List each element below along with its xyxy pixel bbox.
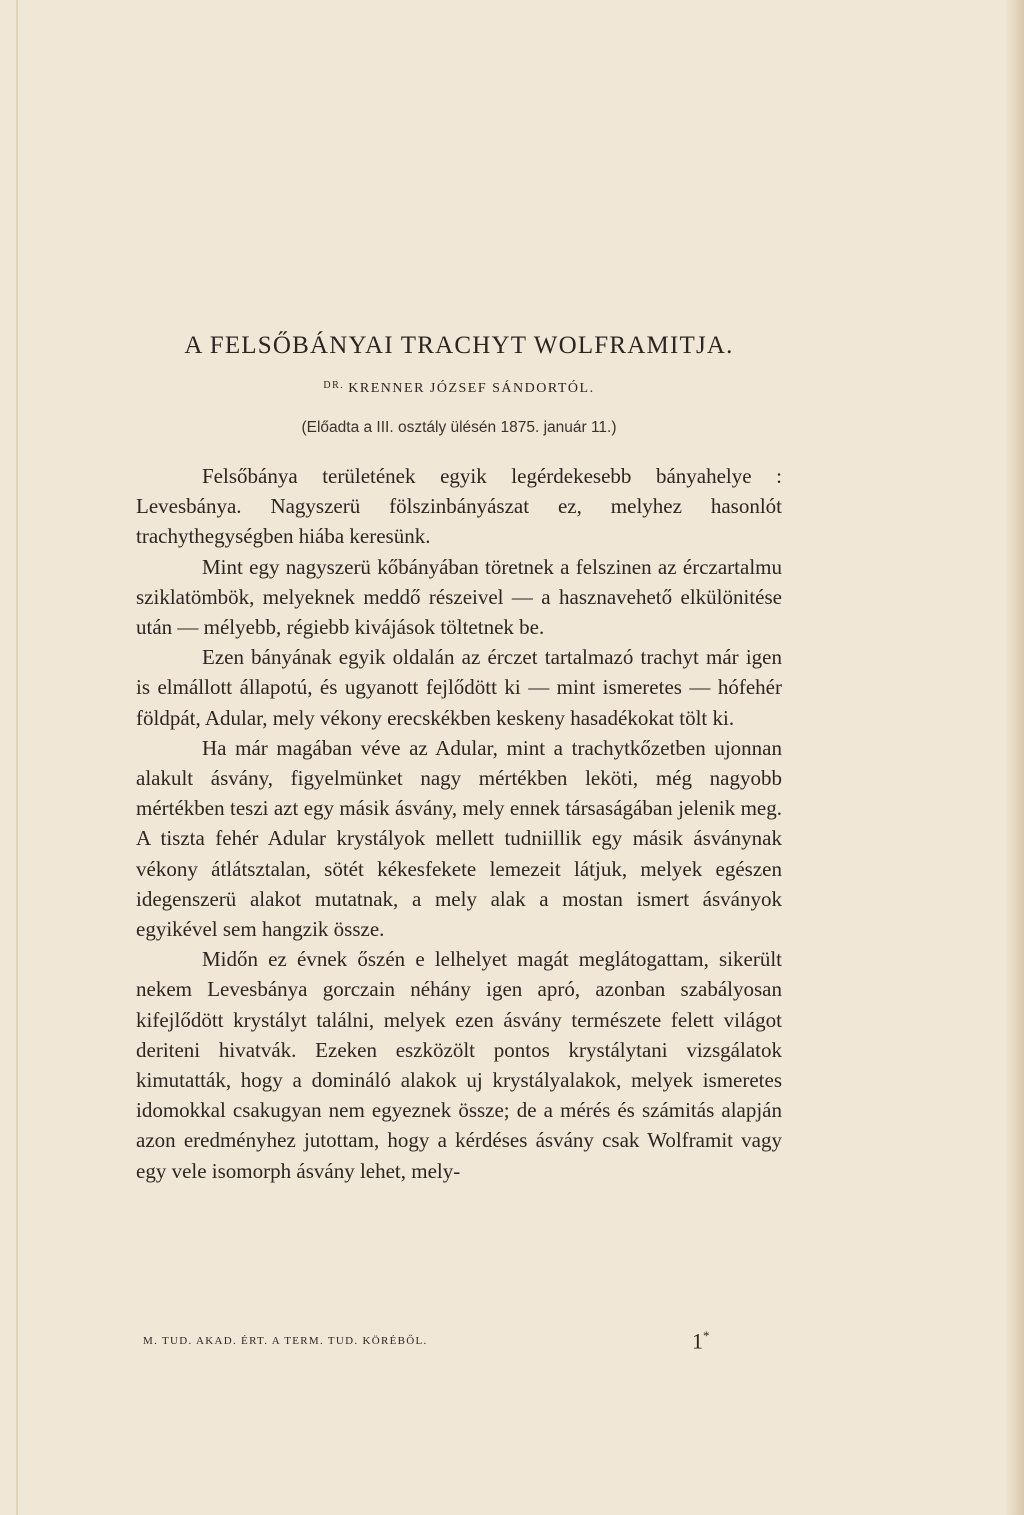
article-title: A FELSŐBÁNYAI TRACHYT WOLFRAMITJA.	[184, 332, 734, 359]
author-prefix: DR.	[323, 380, 345, 391]
page-footer: M. TUD. AKAD. ÉRT. A TERM. TUD. KÖRÉBŐL.	[143, 1335, 428, 1347]
paragraph: Mint egy nagyszerü kőbányában töretnek a felszinen az érczartalmu sziklatömbök, melyeknek meddő részeivel — a hasznavehető elkülönitése után — mélyebb, régiebb kivájások töltetnek be.	[136, 554, 782, 640]
paragraph: Midőn ez évnek őszén e lelhelyet magát meglátogattam, sikerült nekem Levesbánya gorczain néhány igen apró, azonban szabályosan kifejlődött krystályt találni, melyek ezen ásvány természete felett világot deriteni hivatvák. Ezeken eszközölt pontos krystálytani vizsgálatok kimutatták, hogy a domináló alakok uj krystályalakok, melyek ismeretes idomokkal csakugyan nem egyeznek össze; de a mérés és számitás alapján azon eredményhez jutottam, hogy a kérdéses ásvány csak Wolframit vagy egy vele isomorph ásvány lehet, mely-	[136, 947, 782, 1183]
page-edge-right-shadow	[1006, 0, 1024, 1515]
paragraph: Ha már magában véve az Adular, mint a trachytkőzetben ujonnan alakult ásvány, figyelmünket nagy mértékben leköti, még nagyobb mértékben teszi azt egy másik ásvány, mely ennek társaságában jelenik meg. A tiszta fehér Adular krystályok mellett tudniillik egy másik ásványnak vékony átlátsztalan, sötét kékesfekete lemezeit látjuk, melyek egészen idegenszerü alakot mutatnak, a mely alak a mostan ismert ásványok egyikével sem hangzik össze.	[136, 735, 782, 942]
author-name: KRENNER JÓZSEF SÁNDORTÓL.	[348, 381, 595, 396]
paragraph: Felsőbánya területének egyik legérdekesebb bányahelye : Levesbánya. Nagyszerü fölszinbányászat ez, melyhez hasonlót trachythegységben hiába keresünk.	[136, 464, 782, 549]
article	[136, 332, 782, 1186]
paragraph: Ezen bányának egyik oldalán az érczet tartalmazó trachyt már igen is elmállott állapotú, és ugyanott fejlődött ki — mint ismeretes — hófehér földpát, Adular, mely vékony erecskékben keskeny hasadékokat tölt ki.	[136, 645, 782, 730]
author-line	[136, 380, 782, 397]
signature-asterisk: *	[703, 1328, 710, 1343]
signature-number: 1	[692, 1328, 703, 1354]
presentation-note: (Előadta a III. osztály ülésén 1875. január 11.)	[301, 419, 617, 436]
page-edge-left	[16, 0, 18, 1515]
signature-mark	[692, 1328, 710, 1354]
